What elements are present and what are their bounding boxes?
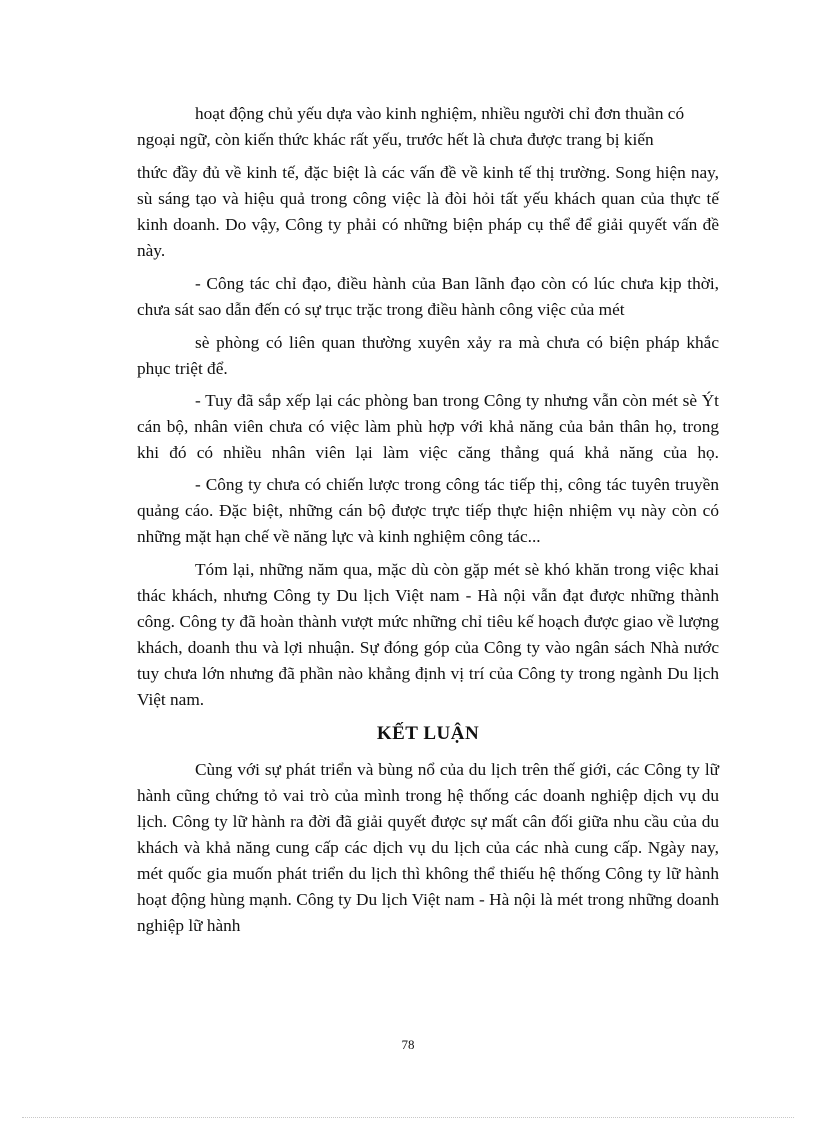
paragraph-experience: hoạt động chủ yếu dựa vào kinh nghiệm, nhiều người chỉ đơn thuần có ngoại ngữ, còn kiến thức khác rất yếu, trước hết là chưa được trang bị kiến — [137, 104, 685, 149]
page-number: 78 — [401, 1037, 415, 1052]
paragraph-marketing: - Công ty chưa có chiến lược trong công tác tiếp thị, công tác tuyên truyền quảng cáo. Đặc biệt, những cán bộ được trực tiếp thực hiện nhiệm vụ này còn có những mặt hạn chế về năng lực và kinh nghiệm công tác... — [137, 475, 719, 546]
page-bottom-divider — [22, 1117, 794, 1118]
paragraph-conclusion: Cùng với sự phát triển và bùng nổ của du lịch trên thế giới, các Công ty lữ hành cũng chứng tỏ vai trò của mình trong hệ thống các doanh nghiệp dịch vụ du lịch. Công ty lữ hành ra đời đã giải quyết được sự mất cân đối giữa nhu cầu của du khách và khả năng cung cấp các dịch vụ du lịch của các nhà cung cấp. Ngày nay, mét quốc gia muốn phát triển du lịch thì không thể thiếu hệ thống Công ty lữ hành hoạt động hùng mạnh. Công ty Du lịch Việt nam - Hà nội là mét trong những doanh nghiệp lữ hành — [137, 760, 719, 935]
conclusion-heading: KẾT LUẬN — [376, 723, 480, 744]
document-page — [137, 101, 719, 939]
paragraph-economic-knowledge: thức đầy đủ về kinh tế, đặc biệt là các vấn đề về kinh tế thị trường. Song hiện nay, sù sáng tạo và hiệu quả trong công việc là đòi hỏi tất yếu khách quan của thực tế kinh doanh. Do vậy, Công ty phải có những biện pháp cụ thể để giải quyết vấn đề này. — [137, 163, 719, 260]
paragraph-staffing: - Tuy đã sắp xếp lại các phòng ban trong Công ty nhưng vẫn còn mét sè Ýt cán bộ, nhân viên chưa có việc làm phù hợp với khả năng của bản thân họ, trong khi đó có nhiều nhân viên lại làm việc căng thẳng quá khả năng của họ. — [137, 391, 719, 462]
paragraph-management: - Công tác chỉ đạo, điều hành của Ban lãnh đạo còn có lúc chưa kịp thời, chưa sát sao dẫn đến có sự trục trặc trong điều hành công việc của mét — [137, 274, 719, 319]
paragraph-summary: Tóm lại, những năm qua, mặc dù còn gặp mét sè khó khăn trong việc khai thác khách, nhưng Công ty Du lịch Việt nam - Hà nội vẫn đạt được những thành công. Công ty đã hoàn thành vượt mức những chỉ tiêu kế hoạch được giao về lượng khách, doanh thu và lợi nhuận. Sự đóng góp của Công ty vào ngân sách Nhà nước tuy chưa lớn nhưng đã phần nào khẳng định vị trí của Công ty trong ngành Du lịch Việt nam. — [137, 560, 719, 709]
paragraph-departments-issue: sè phòng có liên quan thường xuyên xảy ra mà chưa có biện pháp khắc phục triệt để. — [137, 333, 719, 378]
